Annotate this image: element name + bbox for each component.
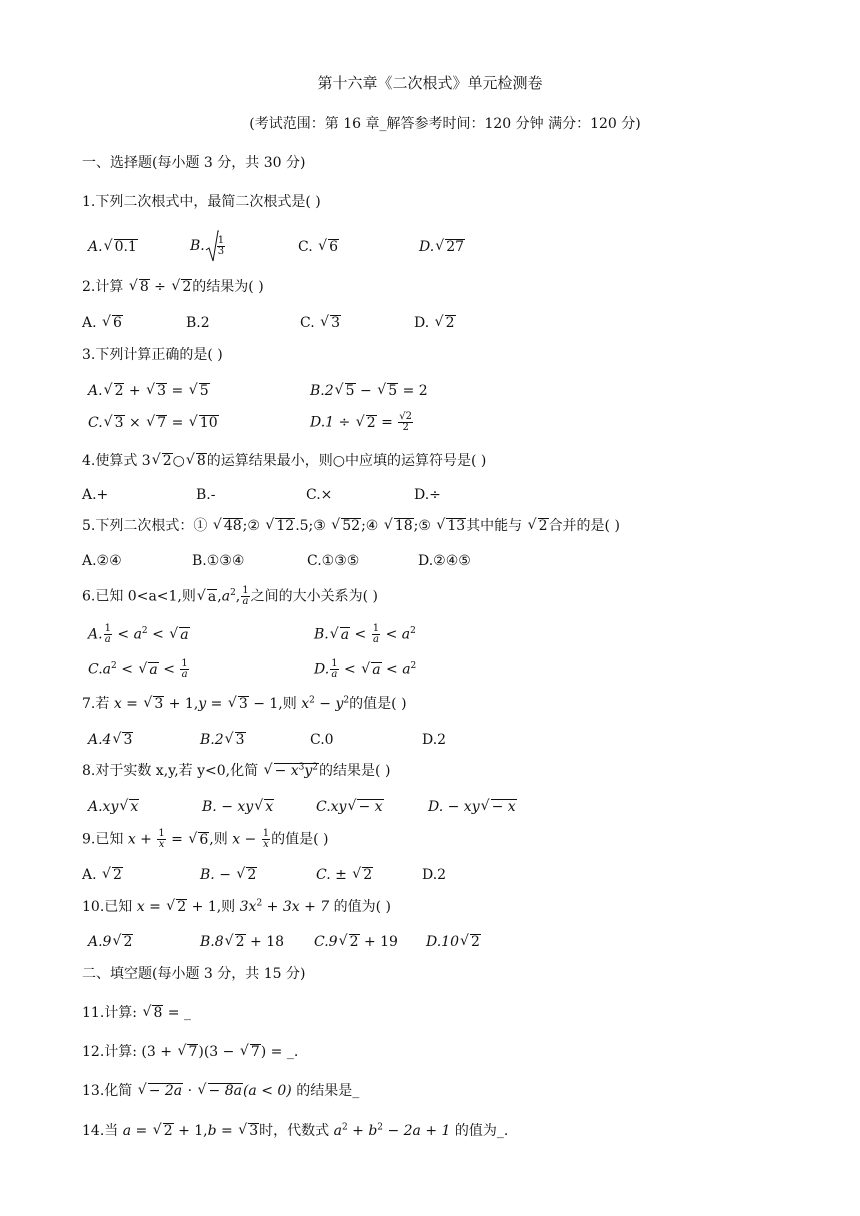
q2-option-d: D. √ 2 [414, 314, 456, 332]
question-11: 11.计算: √ 8 = _ [82, 1004, 191, 1022]
q4-option-b: B.- [196, 487, 216, 503]
question-3-stem: 3.下列计算正确的是( ) [82, 347, 223, 363]
q9-option-d: D.2 [422, 867, 447, 883]
question-14: 14.当 a = √ 2 + 1,b = √ 3时，代数式 $a^2 + b^2 - 2a + 1$ 的值为_. [82, 1122, 508, 1140]
q8-option-b: B. − xy√ x [202, 798, 274, 816]
question-10-stem: 10.已知 x = √ 2 + 1,则 $3x^2 + 3x + 7$ 的值为( ) [82, 898, 391, 916]
q2-option-b: B.2 [186, 315, 210, 331]
exam-subtitle: (考试范围：第 16 章_解答参考时间：120 分钟 满分：120 分) [249, 116, 641, 132]
section-heading-fill: 二、填空题(每小题 3 分，共 15 分) [82, 966, 306, 982]
q10-option-c: C.9√ 2 + 19 [314, 933, 398, 951]
q10-option-b: B.8√ 2 + 18 [200, 933, 284, 951]
q1-option-c: C. √ 6 [298, 238, 339, 256]
q3-option-a: A.√ 2 + √ 3 = √ 5 [88, 382, 210, 400]
q6-option-a: A. $\frac{1}{a}$ < $a^2$ < √ a [88, 624, 190, 645]
section-heading-choice: 一、选择题(每小题 3 分，共 30 分) [82, 155, 306, 171]
q9-option-c: C. ± √ 2 [316, 866, 373, 884]
q4-option-d: D.÷ [414, 487, 441, 503]
question-6-stem: 6.已知 0<a<1,则√ $a,a^2$, $\frac{1}{a}$ 之间的大小关系为( ) [82, 586, 378, 607]
q8-option-c: C.xy√ − x [316, 798, 384, 816]
q3-option-d: D.1 ÷ √ 2 = $\frac{√2}{2}$ [310, 412, 414, 433]
question-7-stem: 7.若 x = √ 3 + 1,y = √ 3 − 1,则 $x^2 - y^2$的值是( ) [82, 695, 407, 713]
q4-option-a: A.+ [82, 487, 109, 503]
question-9-stem: 9.已知 x + $\frac{1}{x}$ = √ 6,则 x − $\frac{1}{x}$ 的值是( ) [82, 829, 329, 850]
q7-option-d: D.2 [422, 732, 447, 748]
q1-option-d: D.√ 27 [419, 238, 465, 256]
question-8-stem: 8.对于实数 x,y,若 y<0,化简 √ − $x^3y^2$的结果是( ) [82, 762, 390, 780]
question-2-stem: 2.计算 √ 8 ÷ √ 2的结果为( ) [82, 278, 264, 296]
q3-option-b: B.2√ 5 − √ 5 = 2 [310, 382, 428, 400]
q9-option-a: A. √ 2 [82, 866, 123, 884]
q7-option-b: B.2√ 3 [200, 731, 246, 749]
q2-option-a: A. √ 6 [82, 314, 123, 332]
q7-option-a: A.4√ 3 [88, 731, 133, 749]
q5-option-a: A.②④ [82, 553, 122, 569]
q5-option-b: B.①③④ [192, 553, 245, 569]
question-12: 12.计算: (3 + √ 7)(3 − √ 7) = _. [82, 1043, 298, 1061]
q5-option-c: C.①③⑤ [307, 553, 360, 569]
q9-option-b: B. − √ 2 [200, 866, 257, 884]
q6-option-b: B.√ a < $\frac{1}{a}$ < $a^2$ [314, 624, 416, 645]
q10-option-a: A.9√ 2 [88, 933, 133, 951]
q8-option-a: A.xy√ x [88, 798, 139, 816]
q3-option-c: C.√ 3 × √ 7 = √ 10 [88, 414, 219, 432]
q7-option-c: C.0 [310, 732, 334, 748]
q1-option-b: B. $\frac{1}{3}$ [190, 230, 226, 262]
q4-option-c: C.× [306, 487, 333, 503]
question-1-stem: 1.下列二次根式中，最简二次根式是( ) [82, 194, 321, 210]
question-5-stem: 5.下列二次根式：① √ 48;② √ 12.5;③ √ 52;④ √ 18;⑤ √ 13其中能与 √ 2合并的是( ) [82, 517, 620, 535]
q6-option-c: $C.a^2$ < √ a < $\frac{1}{a}$ [88, 659, 190, 680]
exam-title: 第十六章《二次根式》单元检测卷 [317, 74, 543, 92]
question-4-stem: 4.使算式 3√ 2○√ 8的运算结果最小，则○中应填的运算符号是( ) [82, 452, 486, 470]
q1-option-a: A.√ 0.1 [88, 238, 138, 256]
question-13: 13.化简 √ − 2a · √ − 8a(a < 0) 的结果是_ [82, 1082, 359, 1100]
q2-option-c: C. √ 3 [300, 314, 341, 332]
q6-option-d: D. $\frac{1}{a}$ < √ $a < a^2$ [314, 659, 416, 680]
q10-option-d: D.10√ 2 [426, 933, 481, 951]
q5-option-d: D.②④⑤ [418, 553, 471, 569]
q8-option-d: D. − xy√ − x [428, 798, 517, 816]
